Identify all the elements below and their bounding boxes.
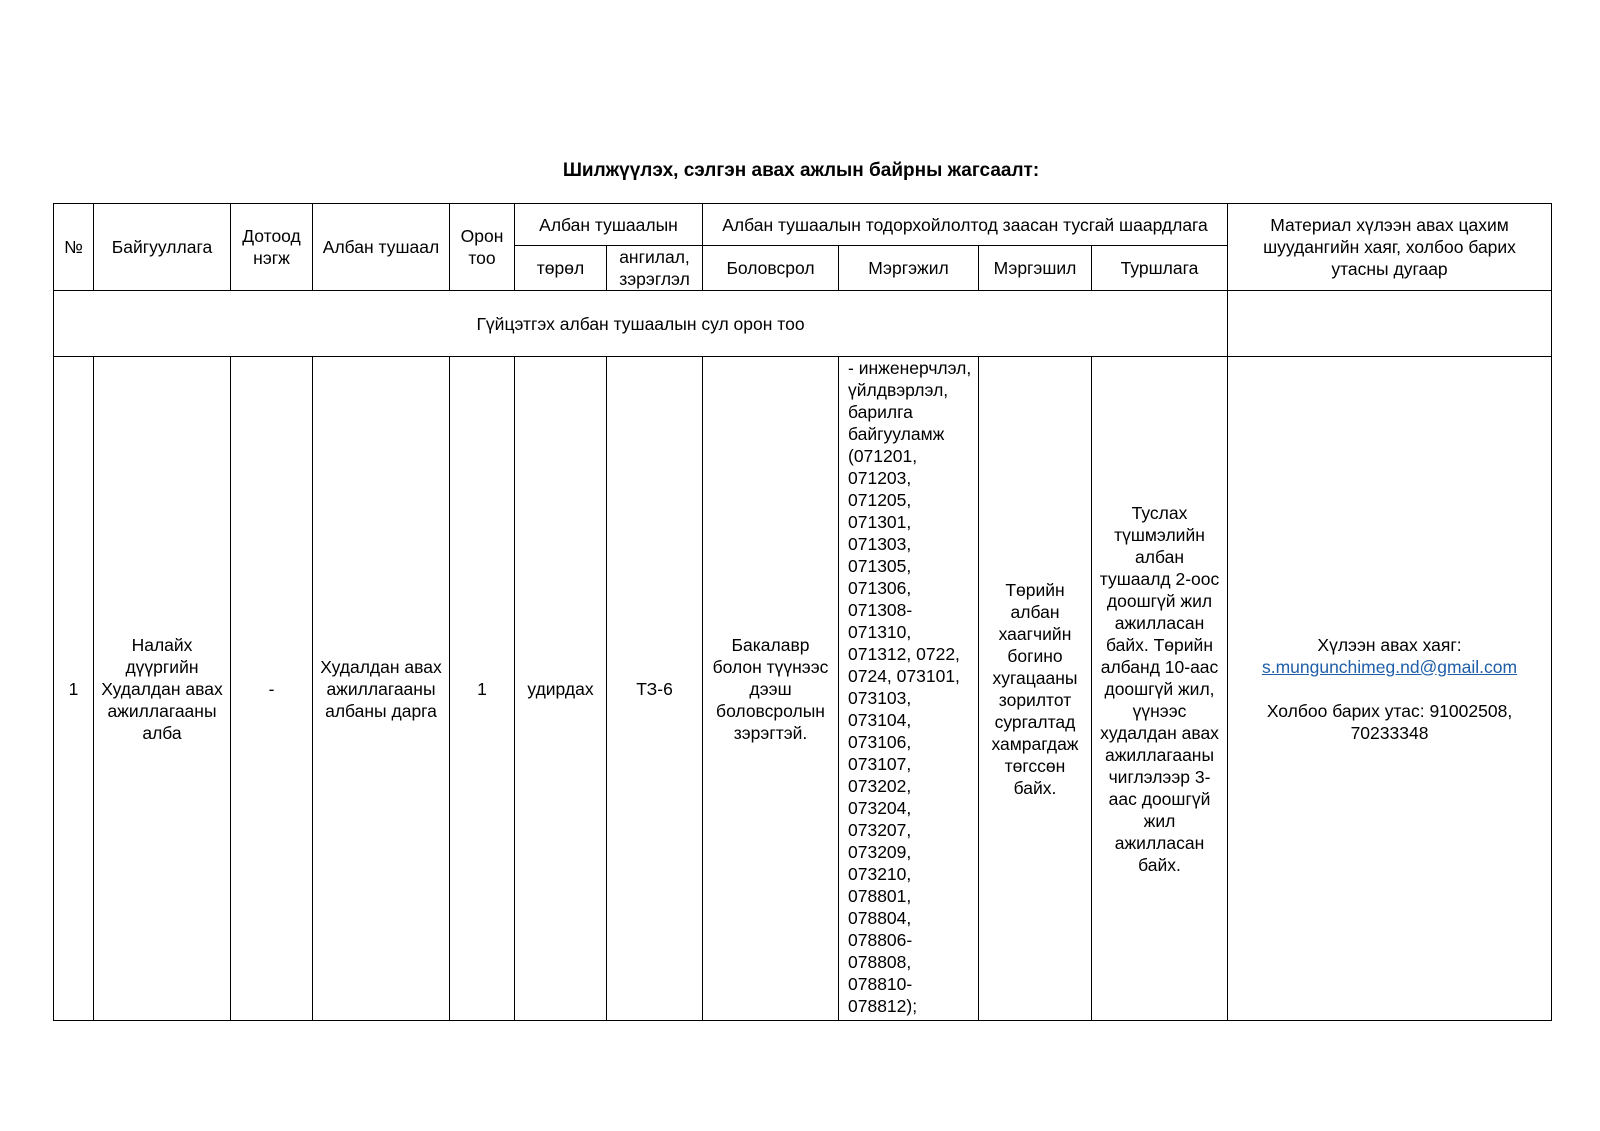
header-education: Боловсрол bbox=[703, 246, 839, 291]
header-position-group: Албан тушаалын bbox=[515, 204, 703, 246]
page-title: Шилжүүлэх, сэлгэн авах ажлын байрны жагсаалт: bbox=[562, 160, 1040, 181]
section-label: Гүйцэтгэх албан тушаалын сул орон тоо bbox=[54, 291, 1228, 357]
contact-email-label: Хүлээн авах хаяг: bbox=[1317, 634, 1462, 655]
header-internal-unit: Дотоод нэгж bbox=[231, 204, 313, 291]
row-profession: - инженерчлэл, үйлдвэрлэл, барилга байгууламж (071201, 071203, 071205, 071301, 071303, 071305, 071306, 071308-071310, 071312, 0722, 0724, 073101, 073103, 073104, 073106, 073107, 073202, 073204, 073207, 073209, 073210, 078801, 078804, 078806-078808, 078810-078812); bbox=[839, 357, 979, 1021]
row-position: Худалдан авах ажиллагааны албаны дарга bbox=[313, 357, 450, 1021]
row-skill: Төрийн албан хаагчийн богино хугацааны зорилтот сургалтад хамрагдаж төгссөн байх. bbox=[979, 357, 1092, 1021]
vacancy-table bbox=[53, 203, 1552, 1021]
header-rank: ангилал, зэрэглэл bbox=[607, 246, 703, 291]
row-rank: ТЗ-6 bbox=[607, 357, 703, 1021]
section-contact-empty bbox=[1228, 291, 1552, 357]
row-contact bbox=[1228, 357, 1552, 1021]
row-organization: Налайх дүүргийн Худалдан авах ажиллагааны алба bbox=[94, 357, 231, 1021]
header-position: Албан тушаал bbox=[313, 204, 450, 291]
header-organization: Байгууллага bbox=[94, 204, 231, 291]
header-no: № bbox=[54, 204, 94, 291]
row-no: 1 bbox=[54, 357, 94, 1021]
header-contact: Материал хүлээн авах цахим шуудангийн хаяг, холбоо барих утасны дугаар bbox=[1228, 204, 1552, 291]
row-type: удирдах bbox=[515, 357, 607, 1021]
row-headcount: 1 bbox=[450, 357, 515, 1021]
header-experience: Туршлага bbox=[1092, 246, 1228, 291]
header-skill: Мэргэшил bbox=[979, 246, 1092, 291]
header-headcount: Орон тоо bbox=[450, 204, 515, 291]
row-experience: Туслах түшмэлийн албан тушаалд 2-оос доошгүй жил ажилласан байх. Төрийн албанд 10-аас доошгүй жил, үүнээс худалдан авах ажиллагааны чиглэлээр 3-аас доошгүй жил ажилласан байх. bbox=[1092, 357, 1228, 1021]
header-requirements-group: Албан тушаалын тодорхойлолтод заасан тусгай шаардлага bbox=[703, 204, 1228, 246]
contact-email-link[interactable]: s.mungunchimeg.nd@gmail.com bbox=[1261, 656, 1518, 677]
header-profession: Мэргэжил bbox=[839, 246, 979, 291]
header-type: төрөл bbox=[515, 246, 607, 291]
contact-phone: Холбоо барих утас: 91002508, 70233348 bbox=[1266, 700, 1513, 743]
row-internal-unit: - bbox=[231, 357, 313, 1021]
row-education: Бакалавр болон түүнээс дээш боловсролын зэрэгтэй. bbox=[703, 357, 839, 1021]
